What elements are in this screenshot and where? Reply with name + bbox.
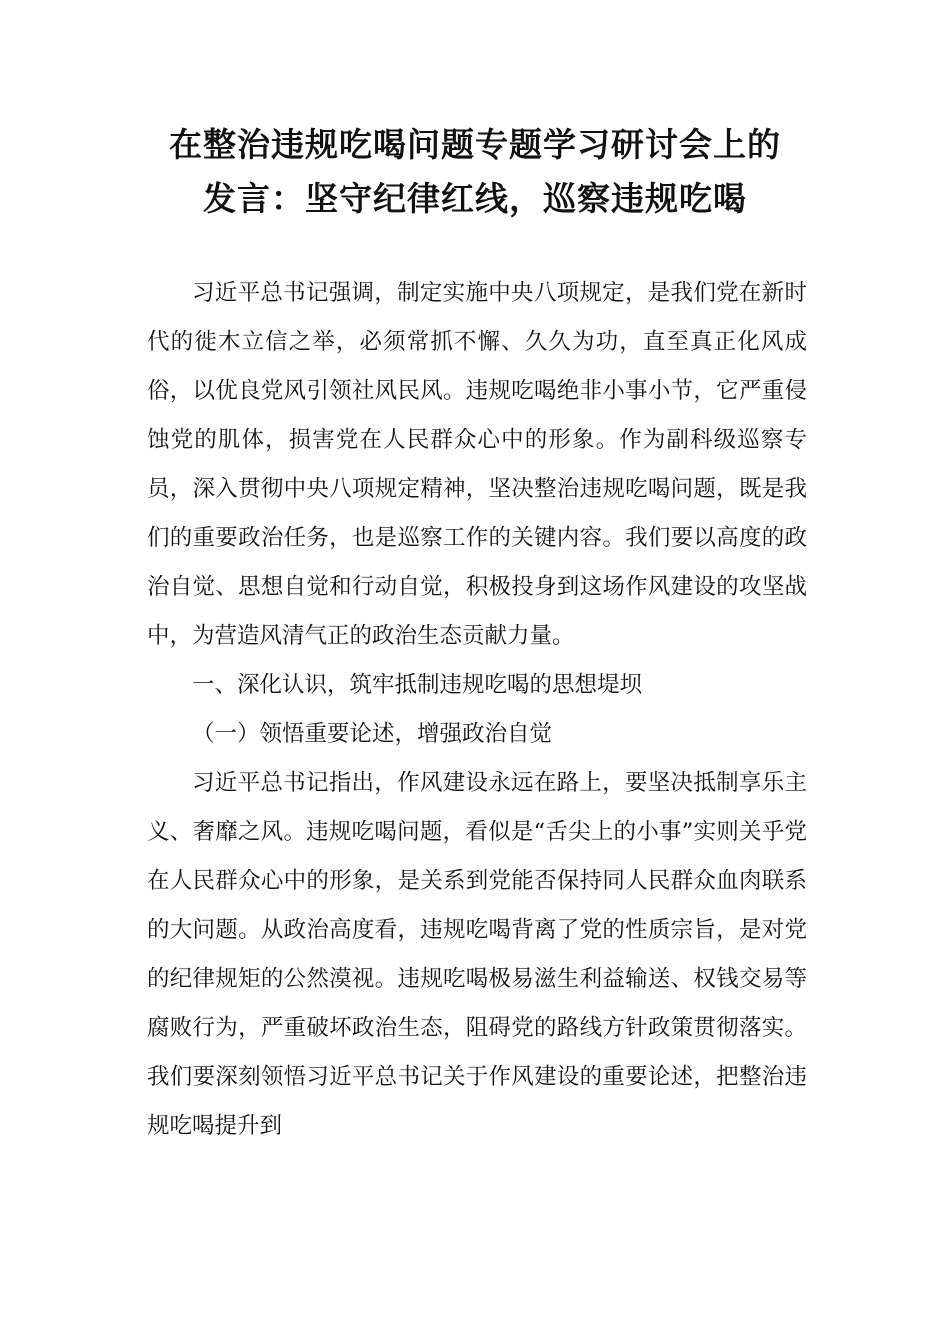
title-line-1: 在整治违规吃喝问题专题学习研讨会上的 xyxy=(169,125,781,164)
subsection-heading-1-1: （一）领悟重要论述，增强政治自觉 xyxy=(192,721,553,747)
title-line-2: 发言：坚守纪律红线，巡察违规吃喝 xyxy=(203,179,747,218)
document-title xyxy=(100,118,850,226)
document-body xyxy=(147,269,807,1151)
intro-paragraph: 习近平总书记强调，制定实施中央八项规定，是我们党在新时代的徙木立信之举，必须常抓不懈、久久为功，直至真正化风成俗，以优良党风引领社风民风。违规吃喝绝非小事小节，它严重侵蚀党的肌体，损害党在人民群众心中的形象。作为副科级巡察专员，深入贯彻中央八项规定精神，坚决整治违规吃喝问题，既是我们的重要政治任务，也是巡察工作的关键内容。我们要以高度的政治自觉、思想自觉和行动自觉，积极投身到这场作风建设的攻坚战中，为营造风清气正的政治生态贡献力量。 xyxy=(147,280,807,649)
section-1-1-paragraph: 习近平总书记指出，作风建设永远在路上，要坚决抵制享乐主义、奢靡之风。违规吃喝问题，看似是“舌尖上的小事”实则关乎党在人民群众心中的形象，是关系到党能否保持同人民群众血肉联系的大问题。从政治高度看，违规吃喝背离了党的性质宗旨，是对党的纪律规矩的公然漠视。违规吃喝极易滋生利益输送、权钱交易等腐败行为，严重破坏政治生态，阻碍党的路线方针政策贯彻落实。我们要深刻领悟习近平总书记关于作风建设的重要论述，把整治违规吃喝提升到 xyxy=(147,770,807,1139)
section-heading-1: 一、深化认识，筑牢抵制违规吃喝的思想堤坝 xyxy=(192,672,643,698)
